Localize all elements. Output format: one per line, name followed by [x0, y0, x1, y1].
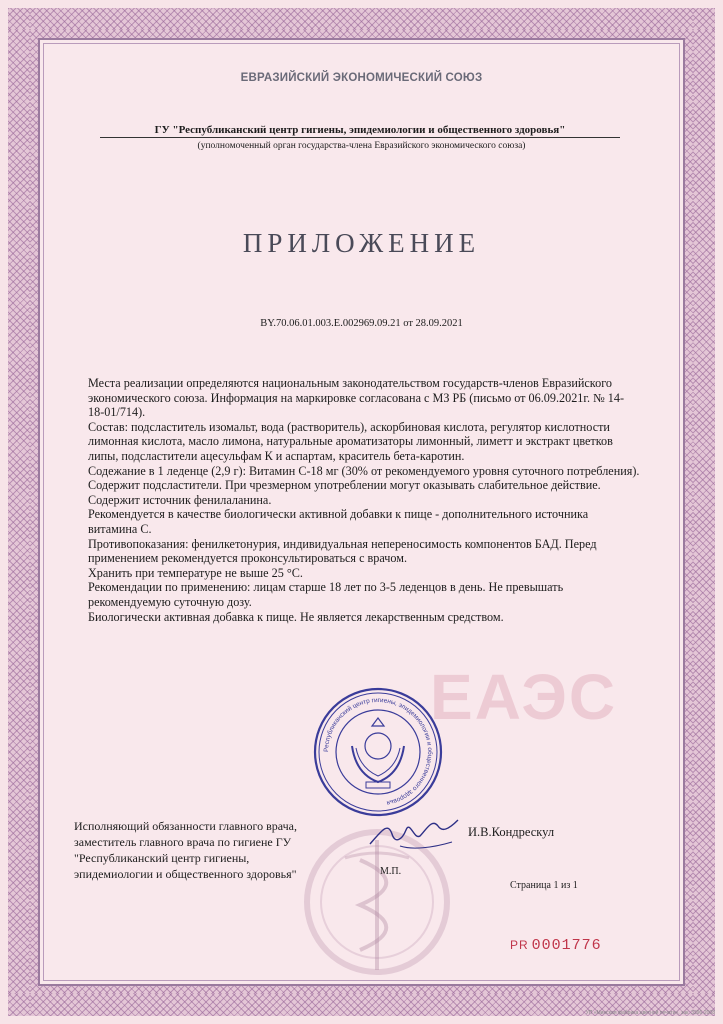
eaeu-watermark: ЕАЭС	[430, 661, 618, 733]
signer-title	[74, 818, 364, 882]
signer-title-line: заместитель главного врача по гигиене ГУ	[74, 835, 292, 849]
signature-icon	[362, 800, 462, 860]
printer-note: УП «Минская фабрика цветной печати», зак. 3396-2008	[585, 1010, 715, 1016]
svg-text:Республиканский центр гигиены,: Республиканский центр гигиены, эпидемиологии и общественного здоровья	[322, 696, 434, 807]
body-paragraph: Рекомендуется в качестве биологически активной добавки к пище - дополнительного источника витамина С.	[88, 507, 589, 536]
serial-number	[510, 937, 602, 954]
document-body	[88, 376, 640, 624]
serial-digits: 0001776	[531, 937, 602, 954]
page-number: Страница 1 из 1	[510, 880, 578, 891]
body-paragraph: Содержит подсластители. При чрезмерном употреблении могут оказывать слабительное действие. Содержит источник фенилаланина.	[88, 478, 601, 507]
body-paragraph: Хранить при температуре не выше 25 °С.	[88, 565, 303, 580]
organization-name: ГУ "Республиканский центр гигиены, эпидемиологии и общественного здоровья"	[100, 124, 620, 138]
body-paragraph: Рекомендации по применению: лицам старше 18 лет по 3-5 леденцов в день. Не превышать рекомендуемую суточную дозу.	[88, 580, 564, 609]
serial-prefix: PR	[510, 938, 529, 952]
document-heading: ПРИЛОЖЕНИЕ	[242, 228, 481, 258]
union-title: ЕВРАЗИЙСКИЙ ЭКОНОМИЧЕСКИЙ СОЮЗ	[240, 72, 483, 84]
organization-note: (уполномоченный орган государства-члена Евразийского экономического союза)	[197, 141, 526, 151]
seal-place-mark: М.П.	[380, 866, 402, 877]
body-paragraph: Биологически активная добавка к пище. Не является лекарственным средством.	[88, 609, 504, 624]
registration-number: BY.70.06.01.003.E.002969.09.21 от 28.09.2021	[260, 318, 463, 329]
official-seal-icon	[312, 686, 444, 818]
signer-title-line: "Республиканский центр гигиены,	[74, 851, 250, 865]
signer-name: И.В.Кондрескул	[468, 825, 555, 839]
body-paragraph: Состав: подсластитель изомальт, вода (растворитель), аскорбиновая кислота, регулятор кислотности лимонная кислота, масло лимона, натуральные ароматизаторы лимонный, лиметт и экстракт цветков липы, подсластители ацесульфам К и аспартам, краситель бета-каротин.	[88, 419, 613, 463]
body-paragraph: Содежание в 1 леденце (2,9 г): Витамин С-18 мг (30% от рекомендуемого уровня суточного потребления).	[88, 463, 640, 478]
body-paragraph: Противопоказания: фенилкетонурия, индивидуальная непереносимость компонентов БАД. Перед применением рекомендуется проконсультироваться с врачом.	[88, 536, 597, 566]
signer-title-line: эпидемиологии и общественного здоровья"	[74, 867, 297, 881]
body-paragraph: Места реализации определяются национальным законодательством государств-членов Евразийского экономического союза. Информация на маркировке согласована с МЗ РБ (письмо от 06.09.2021г. № 14-18-01/714).	[88, 376, 625, 420]
signer-title-line: Исполняющий обязанности главного врача,	[74, 819, 297, 833]
